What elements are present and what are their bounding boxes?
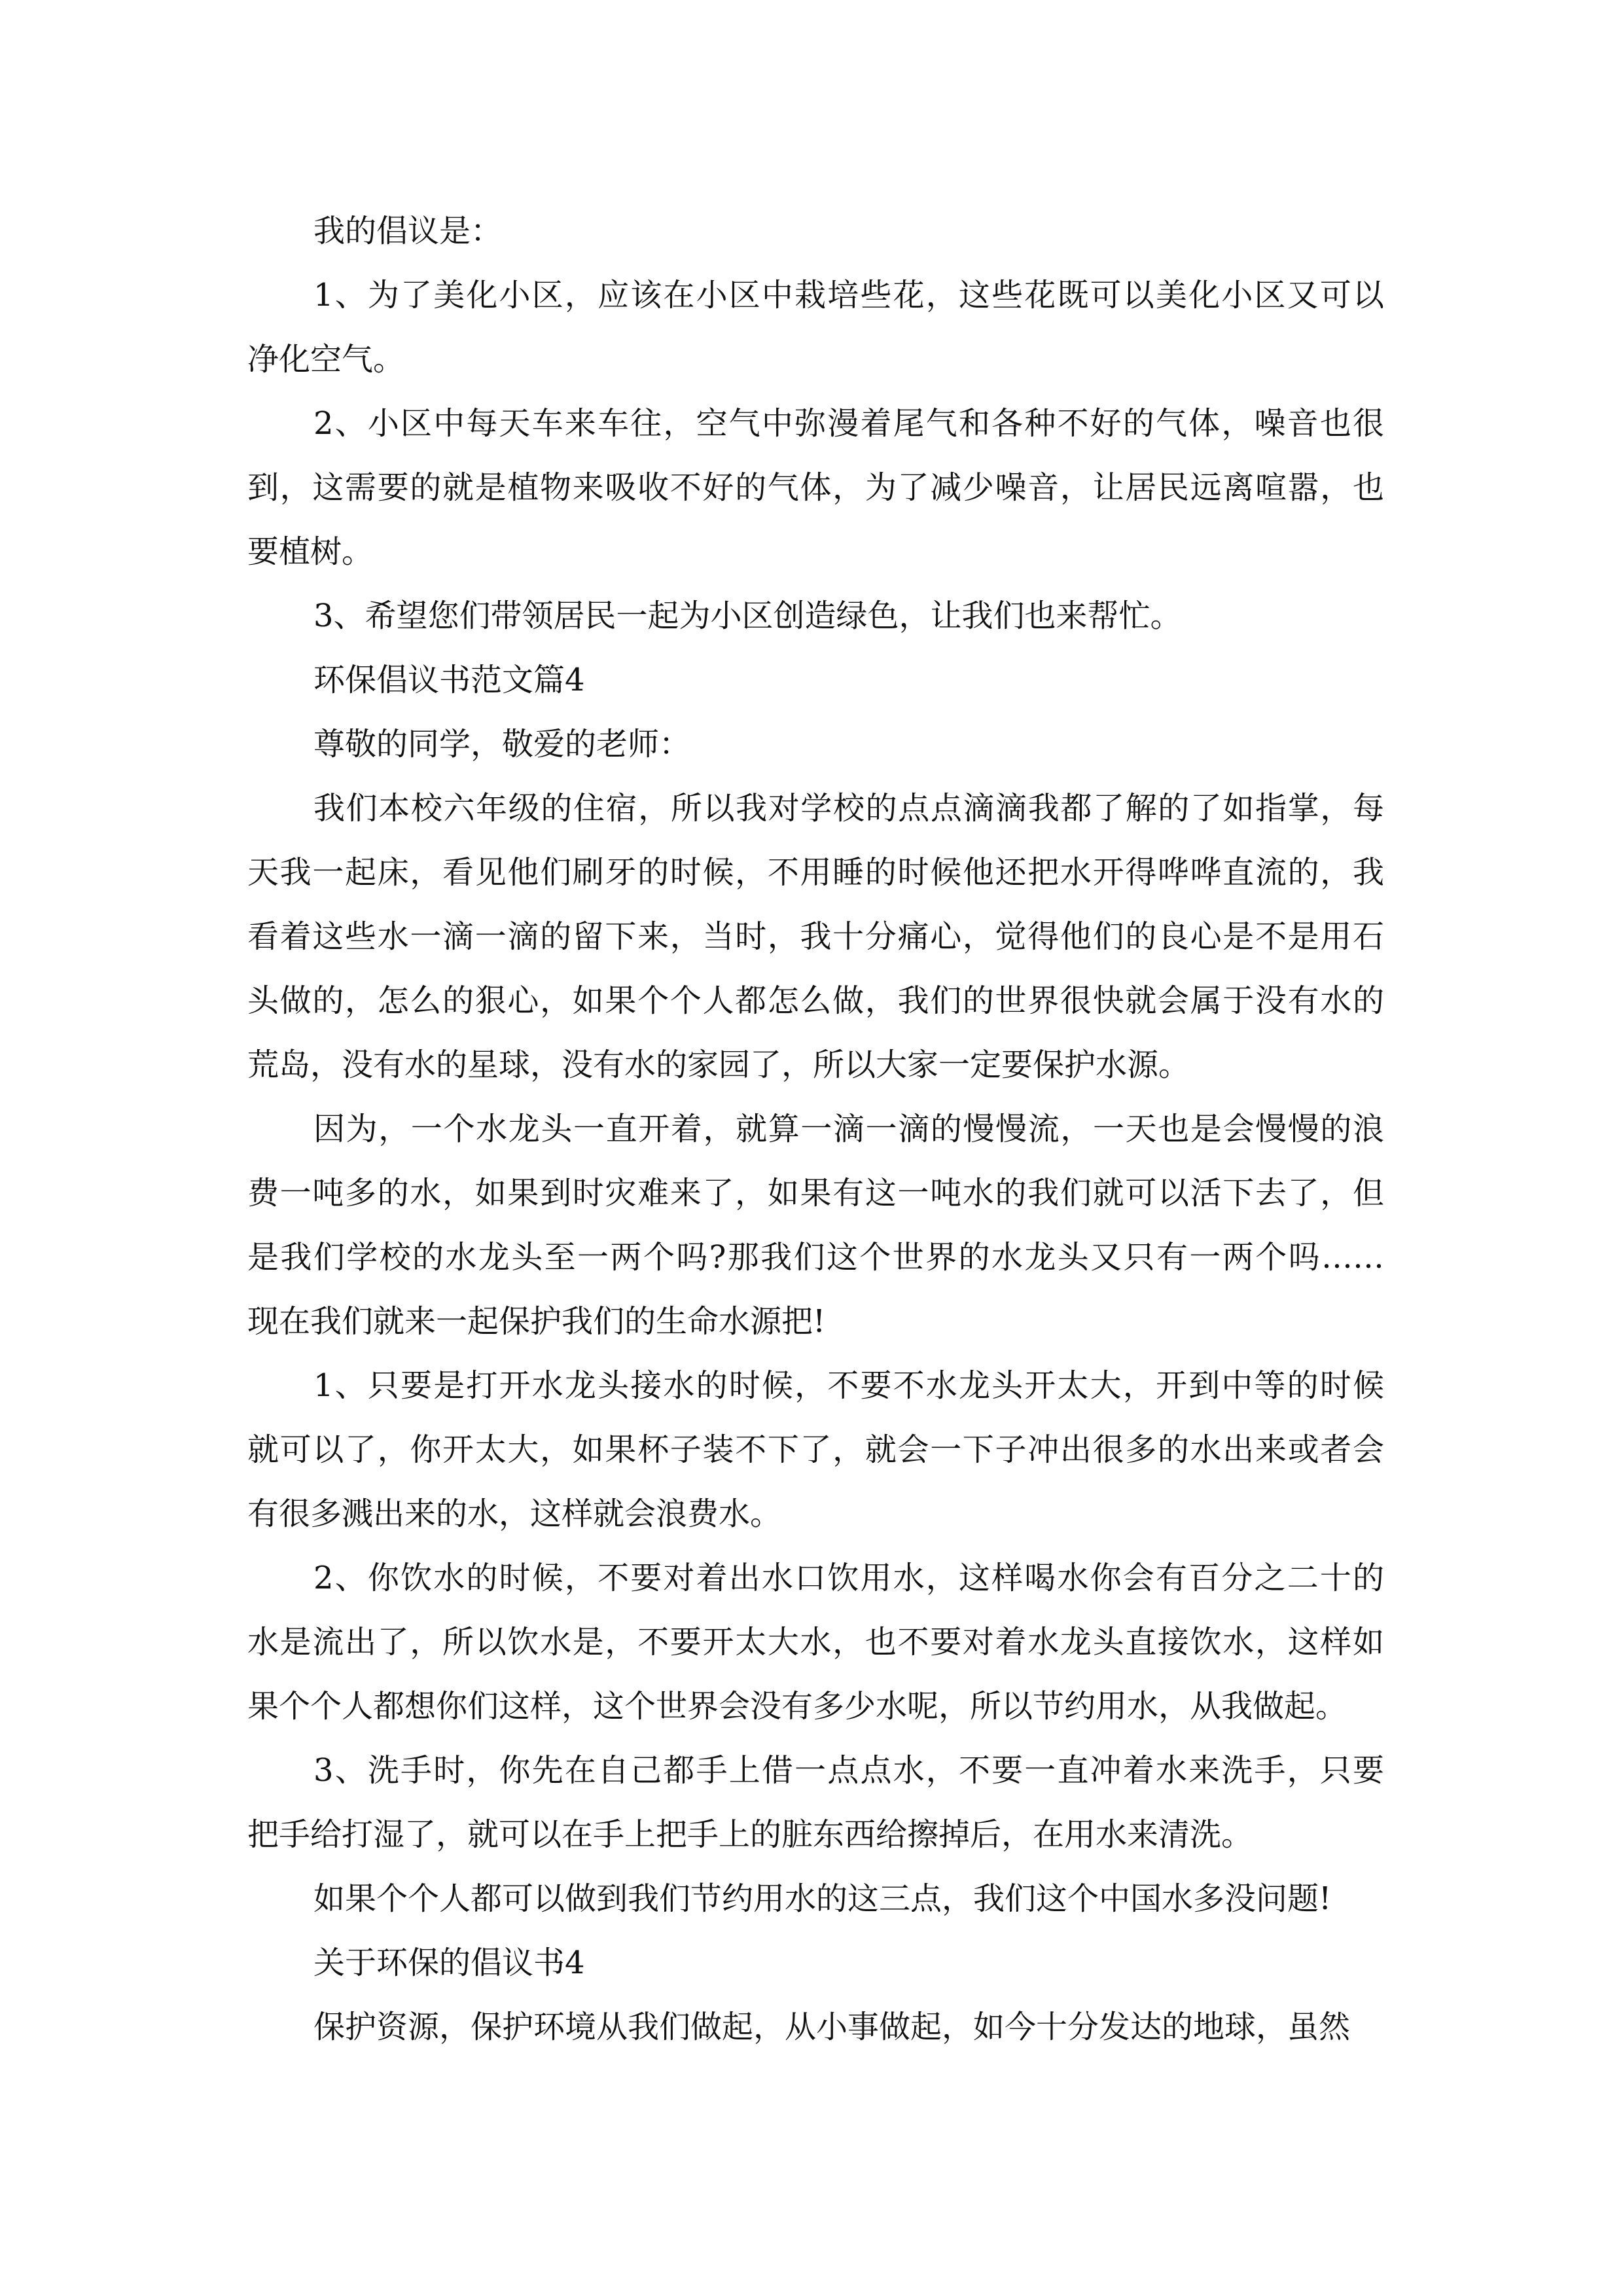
text-line: 水是流出了，所以饮水是，不要开太大水，也不要对着水龙头直接饮水，这样如 <box>247 1624 1384 1660</box>
paragraph <box>0 648 1623 712</box>
text-line: 1、只要是打开水龙头接水的时候，不要不水龙头开太大，开到中等的时候 <box>313 1367 1384 1404</box>
text-line: 就可以了，你开太大，如果杯子装不下了，就会一下子冲出很多的水出来或者会 <box>247 1431 1384 1468</box>
text-line: 2、你饮水的时候，不要对着出水口饮用水，这样喝水你会有百分之二十的 <box>313 1560 1384 1596</box>
text-line: 我的倡议是： <box>313 213 503 249</box>
text-line: 有很多溅出来的水，这样就会浪费水。 <box>247 1496 782 1532</box>
text-line: 2、小区中每天车来车往，空气中弥漫着尾气和各种不好的气体，噪音也很 <box>313 405 1384 442</box>
text-line: 现在我们就来一起保护我们的生命水源把! <box>247 1303 826 1340</box>
paragraph <box>0 584 1623 648</box>
text-line: 把手给打湿了，就可以在手上把手上的脏东西给擦掉后，在用水来清洗。 <box>247 1816 1253 1853</box>
text-line: 保护资源，保护环境从我们做起，从小事做起，如今十分发达的地球，虽然 <box>313 2009 1351 2045</box>
paragraph <box>0 776 1623 1097</box>
text-line: 是我们学校的水龙头至一两个吗?那我们这个世界的水龙头又只有一两个吗…… <box>247 1239 1384 1276</box>
paragraph <box>0 1354 1623 1546</box>
text-line: 果个个人都想你们这样，这个世界会没有多少水呢，所以节约用水，从我做起。 <box>247 1688 1347 1725</box>
text-line: 荒岛，没有水的星球，没有水的家园了，所以大家一定要保护水源。 <box>247 1047 1190 1083</box>
paragraph <box>0 1097 1623 1354</box>
text-line: 关于环保的倡议书4 <box>313 1945 585 1981</box>
paragraph <box>0 391 1623 584</box>
paragraph <box>0 1867 1623 1931</box>
paragraph <box>0 1546 1623 1738</box>
paragraph <box>0 263 1623 391</box>
text-line: 环保倡议书范文篇4 <box>313 662 585 698</box>
text-line: 天我一起床，看见他们刷牙的时候，不用睡的时候他还把水开得哗哗直流的，我 <box>247 854 1384 891</box>
text-line: 尊敬的同学，敬爱的老师： <box>313 726 691 762</box>
text-line: 到，这需要的就是植物来吸收不好的气体，为了减少噪音，让居民远离喧嚣，也 <box>247 469 1384 506</box>
text-line: 1、为了美化小区，应该在小区中栽培些花，这些花既可以美化小区又可以 <box>313 277 1384 314</box>
text-line: 费一吨多的水，如果到时灾难来了，如果有这一吨水的我们就可以活下去了，但 <box>247 1175 1384 1211</box>
text-line: 净化空气。 <box>247 341 405 378</box>
text-line: 要植树。 <box>247 533 374 570</box>
text-line: 因为，一个水龙头一直开着，就算一滴一滴的慢慢流，一天也是会慢慢的浪 <box>313 1111 1384 1147</box>
text-line: 头做的，怎么的狠心，如果个个人都怎么做，我们的世界很快就会属于没有水的 <box>247 982 1384 1019</box>
paragraph <box>0 1931 1623 1995</box>
paragraph <box>0 1995 1623 2059</box>
paragraph <box>0 712 1623 776</box>
text-line: 如果个个人都可以做到我们节约用水的这三点，我们这个中国水多没问题! <box>313 1880 1332 1917</box>
paragraph <box>0 1738 1623 1867</box>
document-page <box>0 199 1623 2059</box>
text-line: 我们本校六年级的住宿，所以我对学校的点点滴滴我都了解的了如指掌，每 <box>313 790 1384 827</box>
text-line: 3、希望您们带领居民一起为小区创造绿色，让我们也来帮忙。 <box>313 598 1182 634</box>
text-line: 3、洗手时，你先在自己都手上借一点点水，不要一直冲着水来洗手，只要 <box>313 1752 1384 1789</box>
paragraph <box>0 199 1623 263</box>
text-line: 看着这些水一滴一滴的留下来，当时，我十分痛心，觉得他们的良心是不是用石 <box>247 918 1384 955</box>
